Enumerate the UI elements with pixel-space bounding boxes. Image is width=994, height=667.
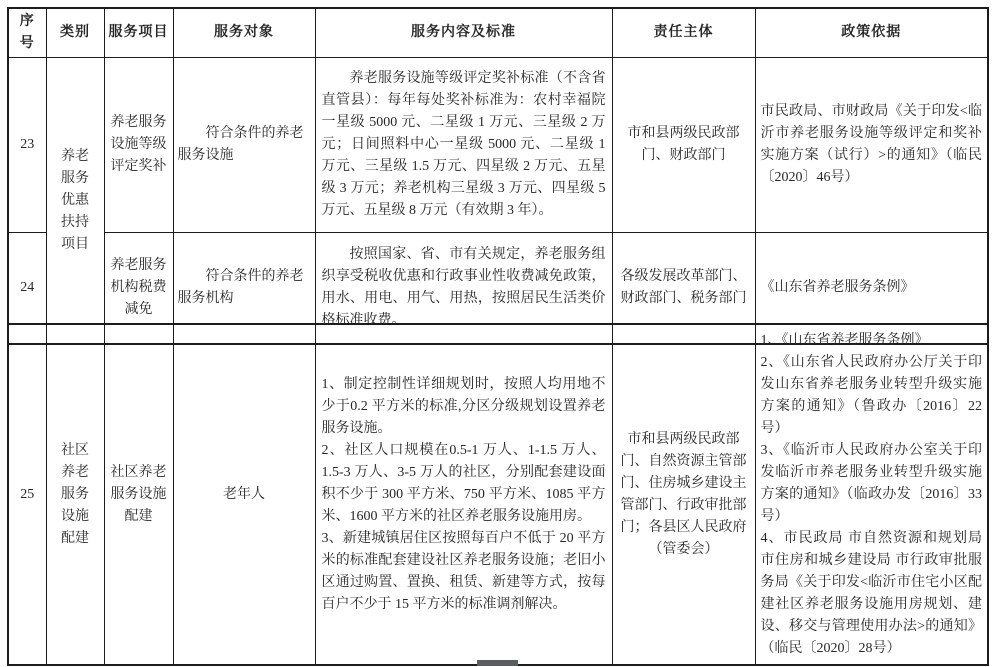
policy-para-2: 2、《山东省人民政府办公厅关于印发山东省养老服务业转型升级实施方案的通知》（鲁政办〔2016〕22号） [760, 354, 982, 436]
item-text: 社区养老服务设施配建 [110, 464, 167, 524]
item-text: 养老服务设施等级评定奖补 [110, 115, 167, 174]
policy-text: 市民政局、市财政局《关于印发<临沂市养老服务设施等级评定和奖补实施方案（试行）>的通知》（临民〔2020〕46号） [760, 104, 982, 185]
service-table-upper [7, 7, 989, 345]
policy-para-4: 4、市民政局 市自然资源和规划局 市住房和城乡建设局 市行政审批服务局《关于印发<临沂市住宅小区配建社区养老服务设施用房规划、建设、移交与管理使用办法>的通知》（临民〔2020〕28号） [760, 530, 982, 656]
content-text: 按照国家、省、市有关规定，养老服务组织享受税收优惠和行政事业性收费减免政策，用水、用电、用气、用热，按照居民生活类价格标准收费。 [321, 247, 606, 328]
cell-target-25 [173, 324, 315, 665]
cell-no-23: 23 [8, 58, 46, 233]
cell-responsible-24: 各级发展改革部门、财政部门、税务部门 [612, 233, 755, 345]
cell-content-25 [315, 324, 612, 665]
cell-no-25: 25 [8, 324, 46, 665]
cell-content-23 [315, 58, 612, 233]
scroll-indicator-artifact [477, 660, 518, 666]
header-policy: 政策依据 [755, 8, 988, 58]
header-item: 服务项目 [104, 8, 173, 58]
cell-category-23-24 [46, 58, 104, 345]
header-content: 服务内容及标准 [315, 8, 612, 58]
cell-no-24: 24 [8, 233, 46, 345]
table-row-23 [8, 58, 988, 233]
cell-responsible-23: 市和县两级民政部门、财政部门 [612, 58, 755, 233]
policy-para-3: 3、《临沂市人民政府办公室关于印发临沂市养老服务业转型升级实施方案的通知》（临政办发〔2016〕33号） [760, 442, 982, 524]
category-vertical-text: 养老服务优惠扶持项目 [60, 148, 89, 252]
cell-category-25 [46, 324, 104, 665]
cell-policy-25 [755, 324, 988, 665]
category-vertical-text: 社区养老服务设施配建 [60, 442, 89, 546]
service-table-lower [7, 323, 989, 666]
cell-policy-23 [755, 58, 988, 233]
cell-responsible-25: 市和县两级民政部门、自然资源主管部门、住房城乡建设主管部门、行政审批部门；各县区人民政府（管委会） [612, 324, 755, 665]
table-row-25 [8, 324, 988, 665]
cell-item-25 [104, 324, 173, 665]
cell-item-23 [104, 58, 173, 233]
header-target: 服务对象 [173, 8, 315, 58]
target-text: 符合条件的养老服务机构 [177, 269, 304, 306]
content-text: 养老服务设施等级评定奖补标准（不含省直管县）：每年每处奖补标准为：农村幸福院一星级 5000 元、二星级 1 万元、三星级 2 万元；日间照料中心一星级 5000 元、二星级 1 万元、三星级 1.5 万元、四星级 2 万元、五星级 3 万元；养老机构三星级 3 万元、四星级 5 万元、五星级 8 万元（有效期 3 年）。 [321, 71, 606, 218]
target-text: 老年人 [223, 486, 265, 502]
header-row [8, 8, 988, 58]
header-no: 序号 [8, 8, 46, 58]
policy-para-1: 1、《山东省养老服务条例》 [760, 332, 929, 348]
header-category: 类别 [46, 8, 104, 58]
content-para-1: 1、制定控制性详细规划时，按照人均用地不少于0.2 平方米的标准,分区分级规划设置养老服务设施。 [321, 376, 606, 436]
policy-text: 《山东省养老服务条例》 [760, 280, 915, 295]
content-para-2: 2、社区人口规模在0.5-1 万人、1-1.5 万人、1.5-3 万人、3-5 万人的社区，分别配套建设面积不少于 300 平方米、750 平方米、1085 平方米、1600 平方米的社区养老服务设施用房。 [321, 442, 606, 524]
item-text: 养老服务机构税费减免 [110, 258, 167, 317]
target-text: 符合条件的养老服务设施 [177, 126, 304, 163]
cell-target-23 [173, 58, 315, 233]
content-para-3: 3、新建城镇居住区按照每百户不低于 20 平方米的标准配套建设社区养老服务设施；老旧小区通过购置、置换、租赁、新建等方式，按每百户不少于 15 平方米的标准调剂解决。 [321, 530, 606, 612]
header-responsible: 责任主体 [612, 8, 755, 58]
